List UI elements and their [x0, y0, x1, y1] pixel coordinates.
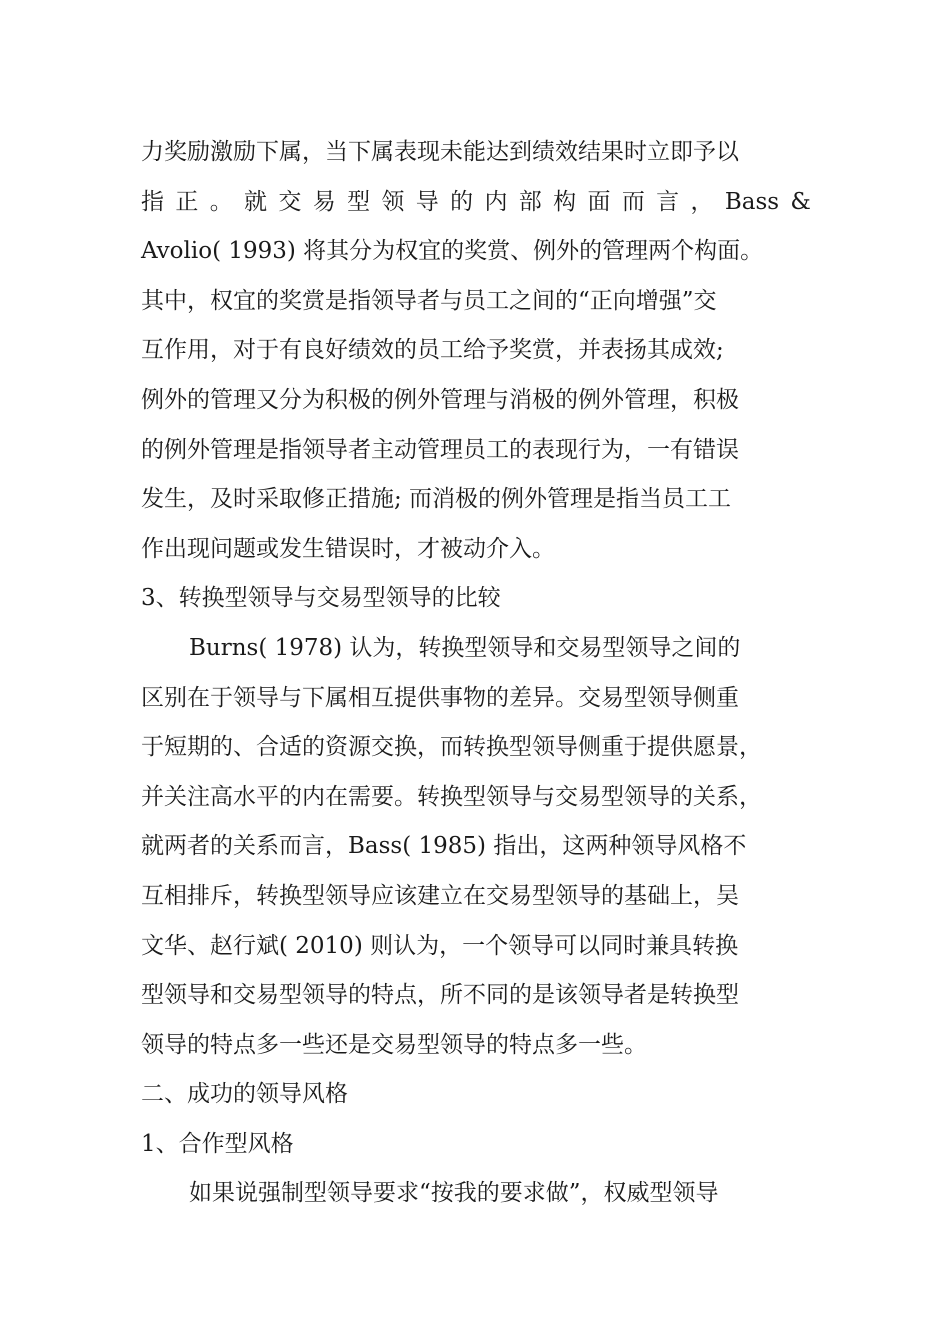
paragraph-line: 例外的管理又分为积极的例外管理与消极的例外管理，积极: [141, 386, 739, 413]
paragraph-line: 领导的特点多一些还是交易型领导的特点多一些。: [141, 1031, 647, 1058]
paragraph-line-indented: 如果说强制型领导要求“按我的要求做”，权威型领导: [189, 1180, 719, 1207]
section-heading: 二、成功的领导风格: [141, 1081, 348, 1108]
paragraph-line: 发生，及时采取修正措施; 而消极的例外管理是指当员工工: [141, 486, 732, 513]
paragraph-line-indented: Burns( 1978) 认为，转换型领导和交易型领导之间的: [189, 634, 741, 661]
paragraph-line: 并关注高水平的内在需要。转换型领导与交易型领导的关系，: [141, 783, 762, 810]
paragraph-line: 其中，权宜的奖赏是指领导者与员工之间的“正向增强”交: [141, 287, 717, 314]
subsection-heading: 1、合作型风格: [141, 1130, 294, 1157]
paragraph-line: 就两者的关系而言，Bass( 1985) 指出，这两种领导风格不: [141, 833, 747, 860]
paragraph-line: 力奖励激励下属，当下属表现未能达到绩效结果时立即予以: [141, 139, 739, 165]
paragraph-line: 的例外管理是指领导者主动管理员工的表现行为，一有错误: [141, 436, 739, 463]
paragraph-line: 作出现问题或发生错误时，才被动介入。: [141, 535, 555, 562]
paragraph-line: 于短期的、合适的资源交换，而转换型领导侧重于提供愿景，: [141, 734, 762, 761]
paragraph-line: 互相排斥，转换型领导应该建立在交易型领导的基础上，吴: [141, 882, 739, 909]
paragraph-line-spread: 指 正 。 就 交 易 型 领 导 的 内 部 构 面 而 言 ， Bass &: [141, 188, 811, 215]
section-heading: 3、转换型领导与交易型领导的比较: [141, 585, 501, 612]
paragraph-line: 互作用，对于有良好绩效的员工给予奖赏，并表扬其成效;: [141, 337, 724, 364]
paragraph-line: 文华、赵行斌( 2010) 则认为，一个领导可以同时兼具转换: [141, 932, 739, 959]
paragraph-line: 型领导和交易型领导的特点，所不同的是该领导者是转换型: [141, 982, 739, 1009]
paragraph-line: 区别在于领导与下属相互提供事物的差异。交易型领导侧重: [141, 684, 739, 711]
document-page: [141, 130, 811, 1221]
paragraph-line: Avolio( 1993) 将其分为权宜的奖赏、例外的管理两个构面。: [141, 238, 764, 265]
